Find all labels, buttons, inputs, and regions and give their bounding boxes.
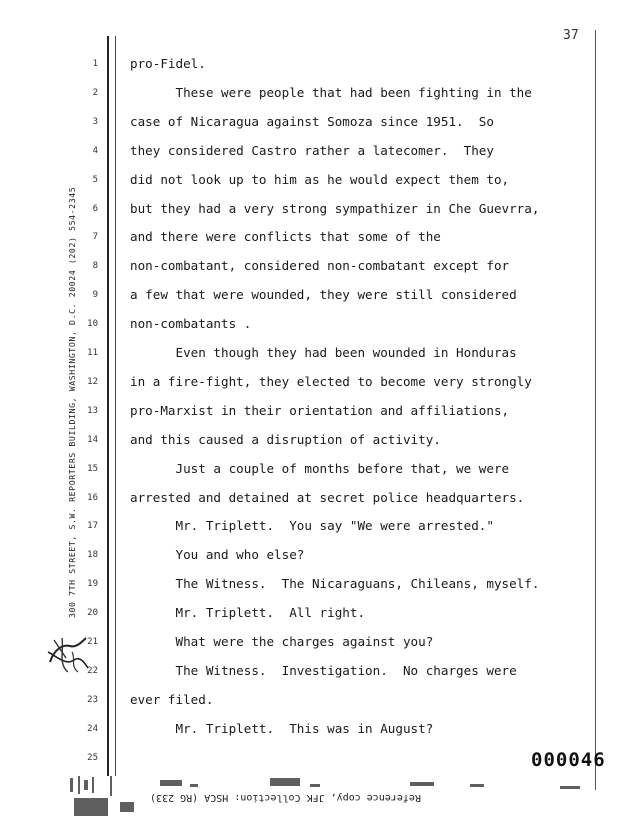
line-number: 4 — [92, 145, 98, 156]
transcript-line: Mr. Triplett. All right. — [130, 605, 366, 621]
handwritten-stamp-icon — [44, 632, 90, 676]
transcript-line: non-combatant, considered non-combatant except for — [130, 258, 510, 274]
left-margin-rule-inner — [115, 36, 116, 776]
transcript-line: in a fire-fight, they elected to become very strongly — [130, 373, 532, 389]
line-number: 14 — [87, 434, 98, 445]
line-number: 20 — [87, 608, 98, 619]
line-number: 2 — [92, 87, 98, 98]
line-number: 19 — [87, 579, 98, 590]
line-number: 5 — [92, 174, 98, 185]
transcript-line: but they had a very strong sympathizer in Che Guevrra, — [130, 200, 540, 216]
transcript-line: The Witness. The Nicaraguans, Chileans, myself. — [130, 576, 540, 592]
transcript-line: The Witness. Investigation. No charges were — [130, 662, 517, 678]
transcript-line: pro-Marxist in their orientation and affiliations, — [130, 402, 510, 418]
transcript-line: ever filed. — [130, 691, 214, 707]
line-number: 1 — [92, 59, 98, 69]
line-number: 8 — [92, 261, 98, 272]
bates-number: 000046 — [531, 749, 606, 771]
reporter-address-margin: 300 7TH STREET, S.W. REPORTERS BUILDING, WASHINGTON, D.C. 20024 (202) 554-2345 — [67, 186, 77, 618]
transcript-line: These were people that had been fighting in the — [130, 84, 532, 100]
page-number: 37 — [563, 28, 579, 43]
transcript-line: they considered Castro rather a latecomer. They — [130, 142, 494, 158]
line-number: 10 — [87, 319, 98, 330]
transcript-line: non-combatants . — [130, 316, 252, 332]
right-margin-rule — [595, 30, 596, 790]
transcript-line: Just a couple of months before that, we were — [130, 460, 510, 476]
transcript-line: pro-Fidel. — [130, 56, 206, 71]
line-number: 12 — [87, 376, 98, 387]
transcript-line: You and who else? — [130, 547, 305, 563]
transcript-line: arrested and detained at secret police headquarters. — [130, 489, 525, 505]
line-number: 21 — [87, 637, 98, 647]
collection-reference: Reference copy, JFK Collection: HSCA (RG 233) — [150, 792, 421, 803]
line-number: 15 — [87, 463, 98, 474]
line-number: 9 — [92, 290, 98, 301]
line-number: 25 — [87, 752, 98, 763]
line-number: 16 — [87, 492, 98, 503]
line-number: 17 — [87, 521, 98, 532]
transcript-line: and there were conflicts that some of the — [130, 229, 441, 245]
transcript-line: Mr. Triplett. This was in August? — [130, 720, 434, 736]
transcript-line: Even though they had been wounded in Honduras — [130, 345, 517, 360]
line-number: 22 — [87, 665, 98, 676]
transcript-line: and this caused a disruption of activity. — [130, 431, 441, 447]
line-number: 18 — [87, 550, 98, 561]
left-margin-rule — [107, 36, 109, 776]
line-number: 13 — [87, 405, 98, 416]
transcript-line: Mr. Triplett. You say "We were arrested." — [130, 518, 494, 534]
line-number: 24 — [87, 723, 98, 734]
line-number: 3 — [92, 116, 98, 127]
line-number: 11 — [87, 348, 98, 358]
transcript-line: did not look up to him as he would expect them to, — [130, 171, 510, 187]
transcript-line: case of Nicaragua against Somoza since 1951. So — [130, 113, 494, 129]
line-number: 6 — [92, 203, 98, 214]
line-number: 23 — [87, 694, 98, 705]
transcript-line: What were the charges against you? — [130, 634, 434, 649]
line-number: 7 — [92, 232, 98, 243]
transcript-line: a few that were wounded, they were still considered — [130, 287, 517, 303]
